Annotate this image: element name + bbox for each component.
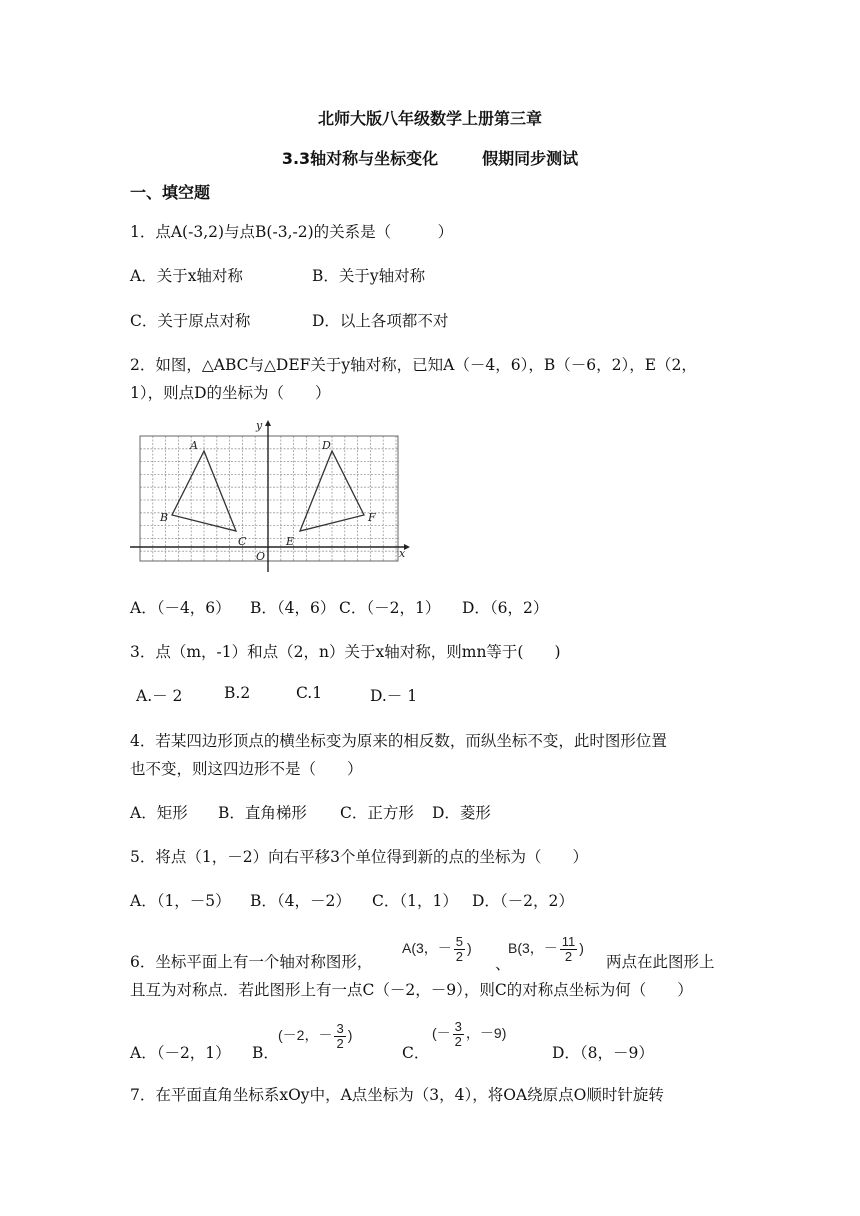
question-6-option-b-label: B． xyxy=(252,1044,279,1062)
question-7-stem: 7．在平面直角坐标系xOy中，A点坐标为（3，4），将OA绕原点O顺时针旋转 xyxy=(130,1086,664,1104)
question-5-option-a: A．（1，－5） xyxy=(130,892,231,910)
subtitle-test: 假期同步测试 xyxy=(482,149,579,168)
question-5-option-d: D．（－2，2） xyxy=(472,892,574,910)
label-f: F xyxy=(368,511,376,524)
question-2-stem-line2: 1），则点D的坐标为（ ） xyxy=(130,384,331,402)
section-heading: 一、填空题 xyxy=(130,183,211,202)
question-6-stem-line2: 且互为对称点．若此图形上有一点C（－2，－9），则C的对称点坐标为何（ ） xyxy=(130,981,693,999)
question-5-option-b: B．（4，－2） xyxy=(250,892,351,910)
question-4-option-c: C．正方形 xyxy=(340,804,414,822)
label-d: D xyxy=(322,439,331,452)
question-5-stem: 5．将点（1，－2）向右平移3个单位得到新的点的坐标为（ ） xyxy=(130,848,588,866)
subtitle-topic: 3.3轴对称与坐标变化 xyxy=(281,149,439,168)
point-separator: 、 xyxy=(495,955,511,973)
question-1-option-c: C．关于原点对称 xyxy=(130,312,251,330)
question-6-option-d: D．（8，－9） xyxy=(552,1044,654,1062)
question-3-stem: 3．点（m，-1）和点（2，n）关于x轴对称，则mn等于( ) xyxy=(130,643,561,661)
label-b: B xyxy=(160,511,169,524)
question-4-option-b: B．直角梯形 xyxy=(218,804,307,822)
question-6-stem-intro: 6．坐标平面上有一个轴对称图形， xyxy=(130,953,373,971)
question-2-figure xyxy=(128,418,412,574)
label-e: E xyxy=(286,535,295,548)
question-4-stem-line2: 也不变，则这四边形不是（ ） xyxy=(130,760,363,778)
question-1-stem: 1．点A(-3,2)与点B(-3,-2)的关系是（ ） xyxy=(130,223,454,241)
triangle-abc xyxy=(172,451,236,531)
question-3-option-a: A.－ 2 xyxy=(136,687,183,705)
question-2-option-a: A．（－4，6） xyxy=(130,599,231,617)
question-2-option-b: B．（4，6） xyxy=(250,599,336,617)
question-1-option-b: B．关于y轴对称 xyxy=(312,267,426,285)
triangle-def xyxy=(300,451,364,531)
label-origin: O xyxy=(256,550,266,563)
question-2-option-d: D．（6，2） xyxy=(462,599,549,617)
question-6-option-b: (－2，－ $\frac{3}{2}$ ) xyxy=(278,1021,353,1051)
question-2-option-c: C．（－2，1） xyxy=(339,599,441,617)
point-a-expression: A(3，－ $\frac{5}{2}$ ) xyxy=(402,934,472,964)
question-3-option-d: D.－ 1 xyxy=(370,687,418,705)
question-1-option-a: A．关于x轴对称 xyxy=(130,267,243,285)
question-4-option-d: D．菱形 xyxy=(432,804,491,822)
question-6-option-a: A．（－2，1） xyxy=(130,1044,231,1062)
question-3-option-b: B.2 xyxy=(224,684,251,702)
point-b-expression: B(3，－ $\frac{11}{2}$ ) xyxy=(508,934,584,964)
question-4-stem-line1: 4．若某四边形顶点的横坐标变为原来的相反数，而纵坐标不变，此时图形位置 xyxy=(130,732,667,750)
question-1-option-d: D．以上各项都不对 xyxy=(312,312,449,330)
question-6-option-c-label: C． xyxy=(402,1044,430,1062)
label-y-axis: y xyxy=(256,419,263,432)
label-c: C xyxy=(238,535,247,548)
y-axis-arrow xyxy=(265,420,271,426)
question-5-option-c: C．（1，1） xyxy=(372,892,458,910)
question-3-option-c: C.1 xyxy=(296,684,323,702)
label-a: A xyxy=(190,439,198,452)
question-6-option-c: (－ $\frac{3}{2}$ ，－9) xyxy=(432,1019,507,1049)
question-4-option-a: A．矩形 xyxy=(130,804,188,822)
page-subtitle xyxy=(0,146,860,169)
question-2-stem-line1: 2．如图，△ABC与△DEF关于y轴对称，已知A（－4，6），B（－6，2），E（2， xyxy=(130,356,697,374)
label-x-axis: x xyxy=(399,547,406,560)
question-6-stem-continue: 两点在此图形上 xyxy=(606,953,715,971)
page-title: 北师大版八年级数学上册第三章 xyxy=(317,109,542,128)
